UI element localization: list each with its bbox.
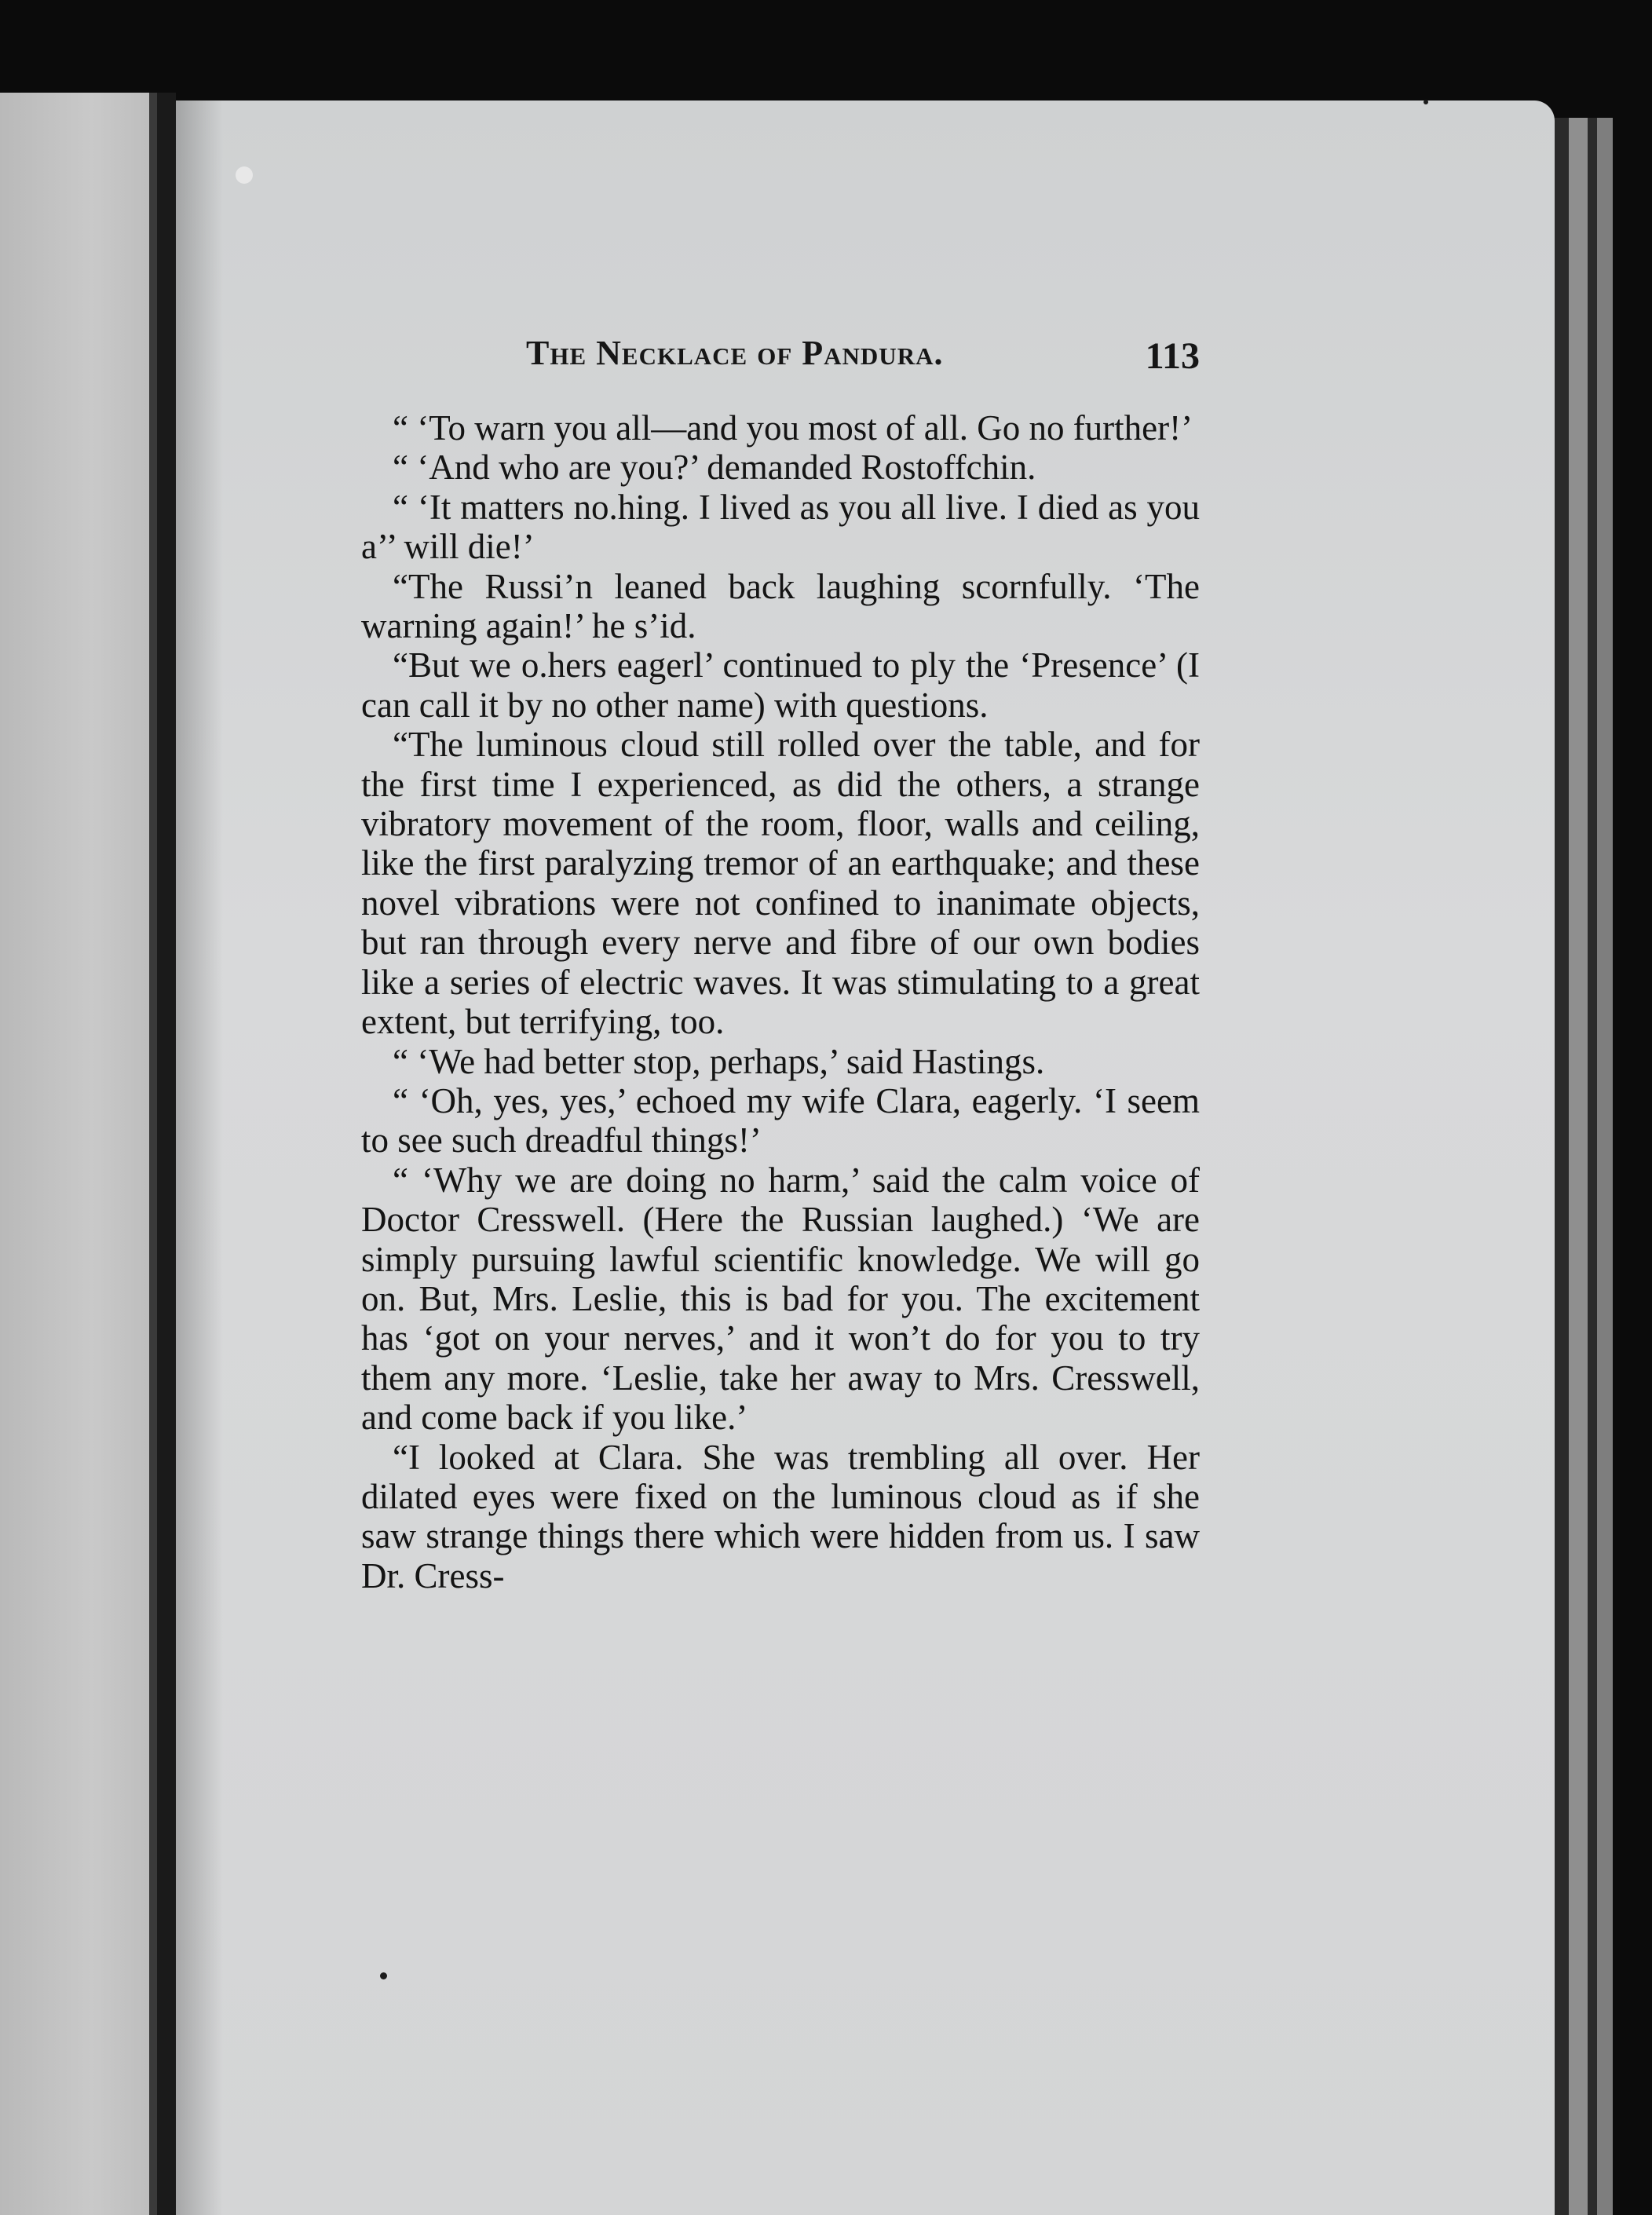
- gutter-shadow: [176, 101, 223, 2215]
- facing-page-edge: [149, 93, 157, 2215]
- paragraph: “The luminous cloud still rolled over the table, and for the first time I experienced, as did the others, a strange vibratory movement of the room, floor, walls and ceiling, like the first paralyzing tremor of an earthquake; and these novel vibrations were not confined to inanimate objects, but ran through every nerve and fibre of our own bodies like a series of electric waves. It was stimulating to a great extent, but terrifying, too.: [361, 725, 1200, 1042]
- running-title: The Necklace of Pandura.: [526, 334, 944, 372]
- paragraph: “ ‘To warn you all—and you most of all. Go no further!’: [393, 408, 1193, 448]
- paragraph: “But we o.hers eagerl’ continued to ply the ‘Presence’ (I can call it by no other name) with questions.: [361, 645, 1200, 725]
- paragraph: “ ‘And who are you?’ demanded Rostoffchin.: [393, 448, 1036, 488]
- page-stack-edge: [1569, 118, 1588, 2215]
- paragraph: “ ‘Why we are doing no harm,’ said the calm voice of Doctor Cresswell. (Here the Russian laughed.) ‘We are simply pursuing lawful scientific knowledge. We will go on. But, Mrs. Leslie, this is bad for you. The excitement has ‘got on your nerves,’ and it won’t do for you to try them any more. ‘Leslie, take her away to Mrs. Cresswell, and come back if you like.’: [361, 1160, 1200, 1438]
- paragraph: “ ‘Oh, yes, yes,’ echoed my wife Clara, eagerly. ‘I seem to see such dreadful things!’: [361, 1080, 1200, 1160]
- page-stack-edge: [1588, 118, 1597, 2215]
- facing-page: [0, 93, 153, 2215]
- page-blemish: [236, 166, 253, 184]
- page-stack-edge: [1555, 118, 1569, 2215]
- page-stack-edge: [1597, 118, 1613, 2215]
- book-gutter: [157, 93, 176, 2215]
- ink-speck: [380, 1972, 387, 1979]
- ink-speck: [1424, 100, 1428, 104]
- body-text: [361, 408, 1200, 1595]
- paragraph: “The Russi’n leaned back laughing scornfully. ‘The warning again!’ he s’id.: [361, 566, 1200, 646]
- page-number: 113: [1145, 335, 1200, 377]
- paragraph: “ ‘We had better stop, perhaps,’ said Hastings.: [393, 1041, 1045, 1081]
- paragraph: “ ‘It matters no.hing. I lived as you all live. I died as you a’’ will die!’: [361, 487, 1200, 567]
- page-header: [361, 328, 1200, 383]
- paragraph: “I looked at Clara. She was trembling all over. Her dilated eyes were fixed on the luminous cloud as if she saw strange things there which were hidden from us. I saw Dr. Cress-: [361, 1437, 1200, 1595]
